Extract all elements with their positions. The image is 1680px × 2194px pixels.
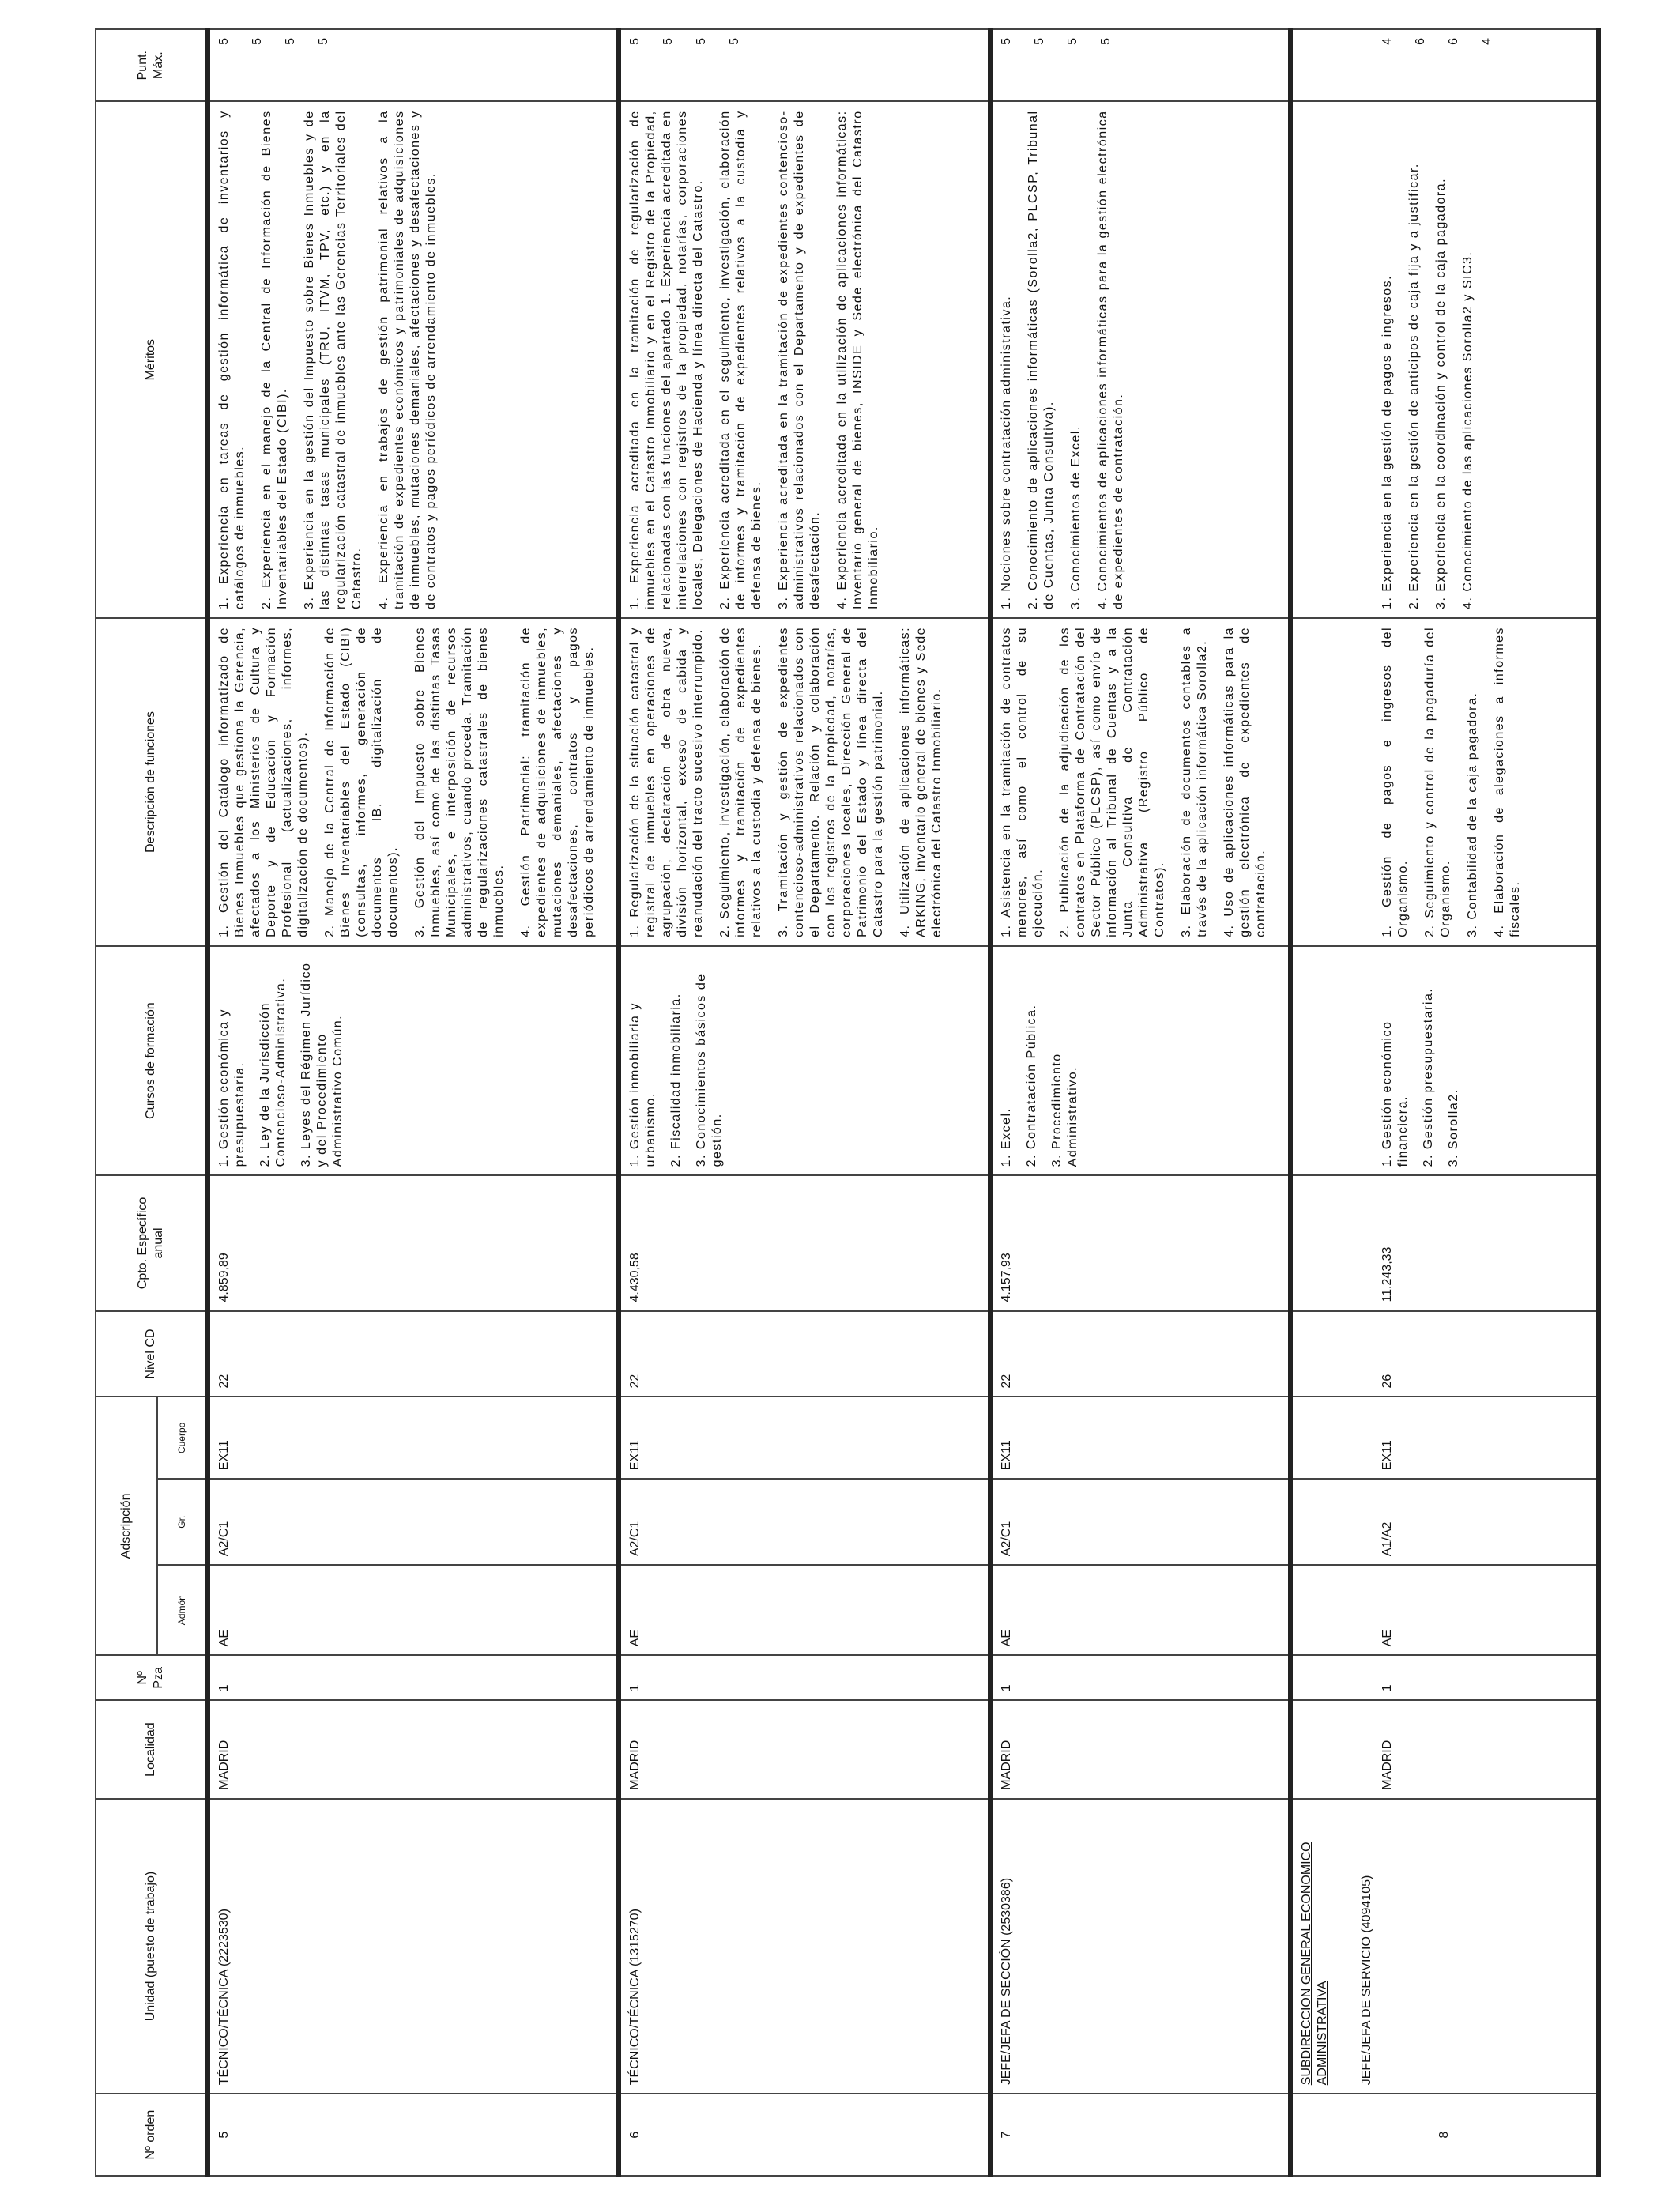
header-punt: Punt. Máx. xyxy=(96,29,208,101)
row-unidad xyxy=(208,1799,619,2094)
punto-item: 4 xyxy=(1381,38,1394,45)
row-npza: 1 xyxy=(619,1655,990,1700)
row-gr: A2/C1 xyxy=(619,1479,990,1565)
funcion-item: 4. Uso de aplicaciones informáticas para la gestión electrónica de expedientes de contratación. xyxy=(1222,626,1268,937)
funcion-item: 4. Elaboración de alegaciones a informes fiscales. xyxy=(1493,626,1522,937)
subunidad-title: SUBDIRECCION GENERAL ECONOMICO ADMINISTRATIVA xyxy=(1300,1842,1329,2086)
row-cuerpo: EX11 xyxy=(619,1397,990,1479)
punto-item: 5 xyxy=(728,38,741,45)
row-orden: 8 xyxy=(1290,2094,1599,2176)
curso-item: 1. Excel. xyxy=(1000,1107,1013,1167)
punto-item: 5 xyxy=(217,38,231,45)
punto-item: 5 xyxy=(284,38,297,45)
curso-item: 3. Sorolla2. xyxy=(1447,1088,1460,1167)
funcion-item: 1. Gestión del Catálogo informatizado de Bienes Inmuebles que gestiona la Gerencia, afectados a los Ministerios de Cultura y Deporte y de Educación y Formación Profesional (actualizaciones, informes, digitalización de documentos). xyxy=(217,626,310,937)
row-puntos xyxy=(1290,29,1599,101)
curso-item: 2. Fiscalidad inmobiliaria. xyxy=(669,993,683,1167)
merito-item: 3. Experiencia en la gestión del Impuesto sobre Bienes Inmuebles y de las distintas tasas municipales (TRU, ITVM, TPV, etc.) y en la regularización catastral de inmuebles ante las Gerencias Territoriales del Catastro. xyxy=(303,110,363,609)
table-row xyxy=(1290,29,1599,2176)
row-nivel: 22 xyxy=(619,1311,990,1397)
row-npza: 1 xyxy=(990,1655,1290,1700)
row-cuerpo: EX11 xyxy=(208,1397,619,1479)
row-cursos xyxy=(208,946,619,1175)
funcion-item: 1. Asistencia en la tramitación de contratos menores, así como el control de su ejecución. xyxy=(1000,626,1045,937)
row-funciones xyxy=(1290,618,1599,946)
punto-item: 5 xyxy=(661,38,675,45)
row-orden: 7 xyxy=(990,2094,1290,2176)
table-row xyxy=(619,29,990,2176)
punto-item: 5 xyxy=(1000,38,1013,45)
curso-item: 2. Contratación Pública. xyxy=(1025,1004,1038,1167)
curso-item: 3. Leyes del Régimen Jurídico y del Procedimiento Administrativo Común. xyxy=(299,962,345,1167)
header-adscripcion: Adscripción xyxy=(96,1397,157,1655)
curso-item: 2. Gestión presupuestaria. xyxy=(1422,987,1435,1167)
header-cuerpo: Cuerpo xyxy=(157,1397,208,1479)
row-cuerpo: EX11 xyxy=(1290,1397,1599,1479)
header-localidad: Localidad xyxy=(96,1700,208,1798)
row-funciones xyxy=(208,618,619,946)
funcion-item: 2. Seguimiento y control de la pagaduría del Organismo. xyxy=(1423,626,1452,937)
punto-item: 5 xyxy=(317,38,330,45)
punto-item: 6 xyxy=(1447,38,1460,45)
curso-item: 3. Procedimiento Administrativo. xyxy=(1050,1053,1079,1167)
row-localidad: MADRID xyxy=(1290,1700,1599,1798)
row-gr: A1/A2 xyxy=(1290,1479,1599,1565)
row-puesto: TÉCNICO/TÉCNICA (1315270) xyxy=(628,1909,642,2086)
row-localidad: MADRID xyxy=(619,1700,990,1798)
punto-item: 6 xyxy=(1414,38,1427,45)
row-cuerpo: EX11 xyxy=(990,1397,1290,1479)
merito-item: 3. Conocimientos de Excel. xyxy=(1069,425,1083,609)
merito-item: 4. Experiencia en trabajos de gestión patrimonial relativos a la tramitación de expedientes económicos y patrimoniales de adquisiciones de inmuebles, mutaciones demaniales, afectaciones y desafectaciones y de contratos y pagos periódicos de arrendamiento de inmuebles. xyxy=(377,110,438,609)
row-puntos xyxy=(990,29,1290,101)
row-admon: AE xyxy=(1290,1565,1599,1655)
funcion-item: 3. Gestión del Impuesto sobre Bienes Inmuebles, así como de las distintas Tasas Municipales, e interposición de recursos administrativos, cuando proceda. Tramitación de regularizaciones catastrales de bienes inmuebles. xyxy=(413,626,506,937)
row-meritos xyxy=(208,101,619,618)
header-descripcion: Descripción de funciones xyxy=(96,618,208,946)
header-cpto: Cpto. Específico anual xyxy=(96,1175,208,1310)
funcion-item: 4. Gestión Patrimonial: tramitación de expedientes de adquisiciones de inmuebles, mutaciones demaniales, afectaciones y desafectaciones, contratos y pagos periódicos de arrendamiento de inmuebles. xyxy=(519,626,596,937)
row-orden: 6 xyxy=(619,2094,990,2176)
curso-item: 2. Ley de la Jurisdicción Contencioso-Administrativa. xyxy=(258,977,288,1167)
curso-item: 1. Gestión económico financiera. xyxy=(1381,1020,1410,1167)
row-puntos xyxy=(208,29,619,101)
header-npza: Nº Pza xyxy=(96,1655,208,1700)
funcion-item: 3. Contabilidad de la caja pagadora. xyxy=(1466,692,1479,937)
punto-item: 5 xyxy=(1099,38,1113,45)
row-unidad xyxy=(990,1799,1290,2094)
row-nivel: 26 xyxy=(1290,1311,1599,1397)
row-cursos xyxy=(619,946,990,1175)
merito-item: 2. Conocimiento de aplicaciones informáticas (Sorolla2, PLCSP, Tribunal de Cuentas, Junta Consultiva). xyxy=(1026,110,1056,609)
merito-item: 1. Experiencia acreditada en la tramitación de regularización de inmuebles en el Catastro Inmobiliario y en el Registro de la Propiedad, relacionadas con las funciones del apartado 1. Experiencia acreditada en interrelaciones con registros de la propiedad, notarías, corporaciones locales, Delegaciones de Hacienda y línea directa del Catastro. xyxy=(628,110,705,609)
punto-item: 5 xyxy=(1033,38,1046,45)
row-meritos xyxy=(1290,101,1599,618)
row-nivel: 22 xyxy=(990,1311,1290,1397)
table-row xyxy=(990,29,1290,2176)
row-puesto: TÉCNICO/TÉCNICA (2223530) xyxy=(217,1909,231,2086)
funcion-item: 1. Gestión de pagos e ingresos del Organismo. xyxy=(1381,626,1410,937)
punto-item: 4 xyxy=(1480,38,1494,45)
row-admon: AE xyxy=(619,1565,990,1655)
merito-item: 1. Nociones sobre contratación administrativa. xyxy=(1000,295,1013,609)
row-unidad xyxy=(619,1799,990,2094)
row-cpto: 4.430,58 xyxy=(619,1175,990,1310)
punto-item: 5 xyxy=(1066,38,1079,45)
funcion-item: 3. Elaboración de documentos contables a través de la aplicación informática Sorolla2. xyxy=(1180,626,1209,937)
row-admon: AE xyxy=(990,1565,1290,1655)
row-unidad xyxy=(1290,1799,1599,2094)
header-nivel: Nivel CD xyxy=(96,1311,208,1397)
merito-item: 3. Experiencia acreditada en la tramitación de expedientes contencioso-administrativos relacionados con el Departamento y de expedientes de desafectación. xyxy=(777,110,822,609)
positions-table xyxy=(95,28,1601,2177)
funcion-item: 3. Tramitación y gestión de expedientes contencioso-administrativos relacionados con el Departamento. Relación y colaboración con los registros de la propiedad, notarías, corporaciones locales, Dirección General de Patrimonio del Estado y línea directa del Catastro para la gestión patrimonial. xyxy=(777,626,885,937)
header-meritos: Méritos xyxy=(96,101,208,618)
row-cursos xyxy=(990,946,1290,1175)
header-unidad: Unidad (puesto de trabajo) xyxy=(96,1799,208,2094)
row-gr: A2/C1 xyxy=(990,1479,1290,1565)
funcion-item: 2. Seguimiento, investigación, elaboración de informes y tramitación de expedientes relativos a la custodia y defensa de bienes. xyxy=(718,626,763,937)
table-body xyxy=(208,29,1599,2176)
row-npza: 1 xyxy=(1290,1655,1599,1700)
funcion-item: 2. Manejo de la Central de Información de Bienes Inventariables del Estado (CIBI) (consultas, informes, generación de documentos IB, digitalización de documentos). xyxy=(323,626,400,937)
row-npza: 1 xyxy=(208,1655,619,1700)
row-orden: 5 xyxy=(208,2094,619,2176)
header-orden: Nº orden xyxy=(96,2094,208,2176)
row-cursos xyxy=(1290,946,1599,1175)
row-gr: A2/C1 xyxy=(208,1479,619,1565)
header-cursos: Cursos de formación xyxy=(96,946,208,1175)
punto-item: 5 xyxy=(695,38,708,45)
row-puntos xyxy=(619,29,990,101)
merito-item: 4. Conocimiento de las aplicaciones Sorolla2 y SIC3. xyxy=(1461,251,1475,609)
row-meritos xyxy=(619,101,990,618)
punto-item: 5 xyxy=(250,38,264,45)
funcion-item: 1. Regularización de la situación catastral y registral de inmuebles en operaciones de agrupación, declaración de obra nueva, división horizontal, exceso de cabida y reanudación del tracto sucesivo interrumpido. xyxy=(628,626,705,937)
header-gr: Gr. xyxy=(157,1479,208,1565)
row-localidad: MADRID xyxy=(208,1700,619,1798)
merito-item: 2. Experiencia en la gestión de anticipos de caja fija y a justificar. xyxy=(1407,163,1421,609)
merito-item: 2. Experiencia en el manejo de la Central de Información de Bienes Inventariables del Estado (CIBI). xyxy=(260,110,289,609)
header-admon: Admón xyxy=(157,1565,208,1655)
row-funciones xyxy=(990,618,1290,946)
row-puesto: JEFE/JEFA DE SERVICIO (4094105) xyxy=(1360,1875,1373,2086)
merito-item: 2. Experiencia acreditada en el seguimiento, investigación, elaboración de informes y tramitación de expedientes relativos a la custodia y defensa de bienes. xyxy=(718,110,763,609)
funcion-item: 2. Publicación de la adjudicación de los contratos en Plataforma de Contratación del Sector Público (PLCSP), así como envío de información al Tribunal de Cuentas y a la Junta Consultiva de Contratación Administrativa (Registro Público de Contratos). xyxy=(1058,626,1166,937)
table-row xyxy=(208,29,619,2176)
row-admon: AE xyxy=(208,1565,619,1655)
curso-item: 1. Gestión económica y presupuestaria. xyxy=(217,1008,247,1167)
row-cpto: 4.157,93 xyxy=(990,1175,1290,1310)
merito-item: 1. Experiencia en tareas de gestión informática de inventarios y catálogos de inmuebles. xyxy=(217,110,247,609)
merito-item: 3. Experiencia en la coordinación y control de la caja pagadora. xyxy=(1434,177,1448,609)
row-cpto: 4.859,89 xyxy=(208,1175,619,1310)
merito-item: 4. Experiencia acreditada en la utilización de aplicaciones informáticas: Inventario general de bienes, INSIDE y Sede electrónica del Catastro Inmobiliario. xyxy=(835,110,880,609)
merito-item: 4. Conocimientos de aplicaciones informáticas para la gestión electrónica de expedientes de contratación. xyxy=(1096,110,1125,609)
row-meritos xyxy=(990,101,1290,618)
curso-item: 1. Gestión inmobiliaria y urbanismo. xyxy=(628,1002,657,1167)
merito-item: 1. Experiencia en la gestión de pagos e ingresos. xyxy=(1381,274,1394,609)
row-puesto: JEFE/JEFA DE SECCIÓN (2530386) xyxy=(1000,1877,1013,2086)
funcion-item: 4. Utilización de aplicaciones informáticas: ARKING, inventario general de bienes y Sede electrónica del Catastro Inmobiliario. xyxy=(898,626,944,937)
punto-item: 5 xyxy=(628,38,642,45)
curso-item: 3. Conocimientos básicos de gestión. xyxy=(695,973,724,1167)
row-funciones xyxy=(619,618,990,946)
table-header xyxy=(96,29,208,2176)
row-nivel: 22 xyxy=(208,1311,619,1397)
row-cpto: 11.243,33 xyxy=(1290,1175,1599,1310)
row-localidad: MADRID xyxy=(990,1700,1290,1798)
